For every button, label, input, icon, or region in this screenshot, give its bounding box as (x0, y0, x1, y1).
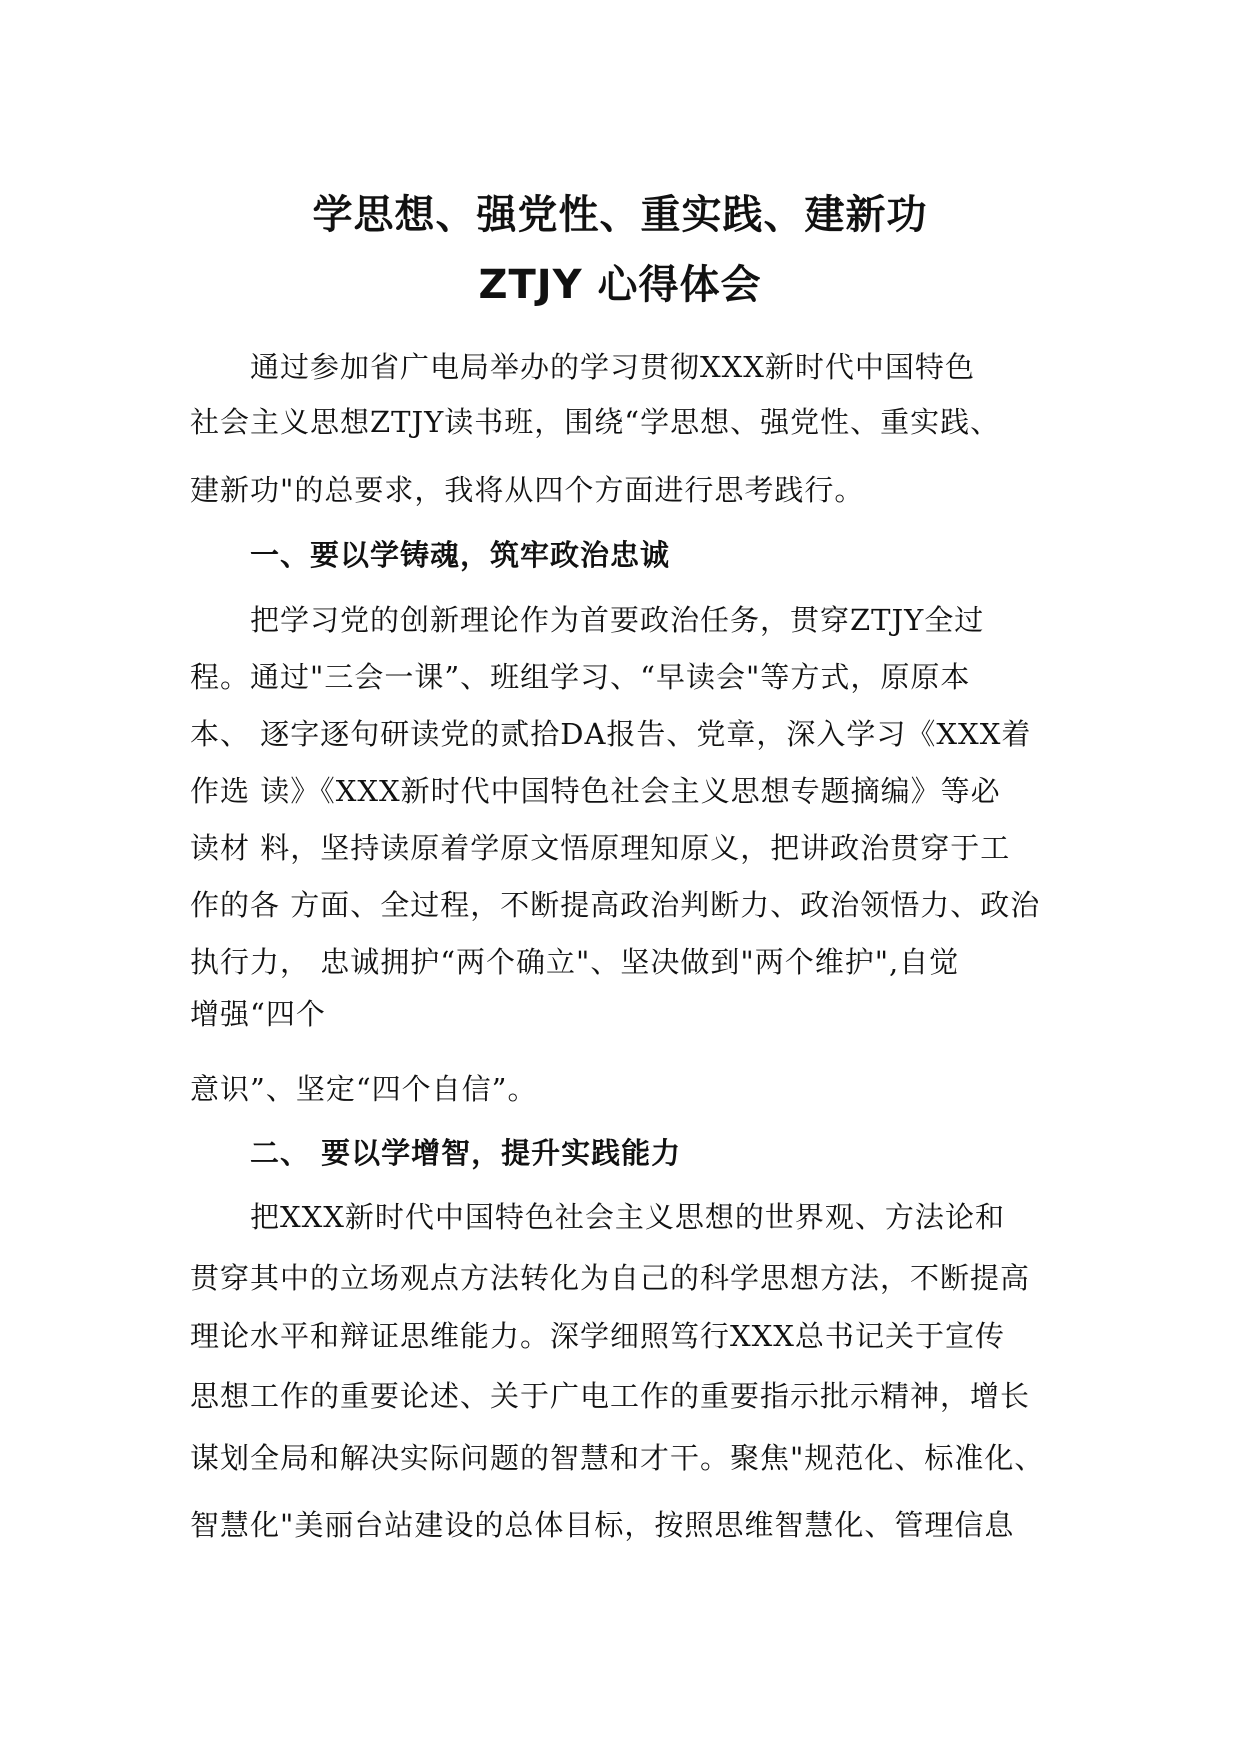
section1-line: 执行力， 忠诚拥护“两个确立"、坚决做到"两个维护",自觉 (190, 945, 960, 979)
section1-line: 作选 读》《XXX新时代中国特色社会主义思想专题摘编》等必 (190, 774, 1001, 808)
title-line-2: ZTJY 心得体会 (478, 262, 762, 308)
section2-line: 思想工作的重要论述、关于广电工作的重要指示批示精神，增长 (190, 1379, 1031, 1413)
section2-line: 谋划全局和解决实际问题的智慧和才干。聚焦"规范化、标准化、 (190, 1441, 1045, 1475)
intro-line: 通过参加省广电局举办的学习贯彻XXX新时代中国特色 (250, 350, 975, 384)
section1-line: 意识”、坚定“四个自信”。 (190, 1072, 538, 1106)
section1-line: 把学习党的创新理论作为首要政治任务，贯穿ZTJY全过 (250, 603, 985, 637)
section-heading-1: 一、要以学铸魂，筑牢政治忠诚 (250, 538, 671, 572)
section2-line: 贯穿其中的立场观点方法转化为自己的科学思想方法，不断提高 (190, 1261, 1031, 1295)
section2-line: 理论水平和辩证思维能力。深学细照笃行XXX总书记关于宣传 (190, 1319, 1005, 1353)
section2-line: 智慧化"美丽台站建设的总体目标，按照思维智慧化、管理信息 (190, 1508, 1015, 1542)
section1-line: 读材 料，坚持读原着学原文悟原理知原义，把讲政治贯穿于工 (190, 831, 1011, 865)
section-heading-2: 二、 要以学增智，提升实践能力 (250, 1136, 682, 1170)
title-line-1: 学思想、强党性、重实践、建新功 (312, 192, 928, 238)
section1-line: 程。通过"三会一课”、班组学习、“早读会"等方式，原原本 (190, 660, 971, 694)
section2-line: 把XXX新时代中国特色社会主义思想的世界观、方法论和 (250, 1200, 1005, 1234)
intro-line: 社会主义思想ZTJY读书班，围绕“学思想、强党性、重实践、 (190, 405, 1001, 439)
section1-line: 作的各 方面、全过程，不断提高政治判断力、政治领悟力、政治 (190, 888, 1041, 922)
intro-line: 建新功"的总要求，我将从四个方面进行思考践行。 (190, 473, 865, 507)
section1-line: 增强“四个 (190, 997, 326, 1031)
section1-line: 本、 逐字逐句研读党的贰拾DA报告、党章，深入学习《XXX着 (190, 717, 1032, 751)
